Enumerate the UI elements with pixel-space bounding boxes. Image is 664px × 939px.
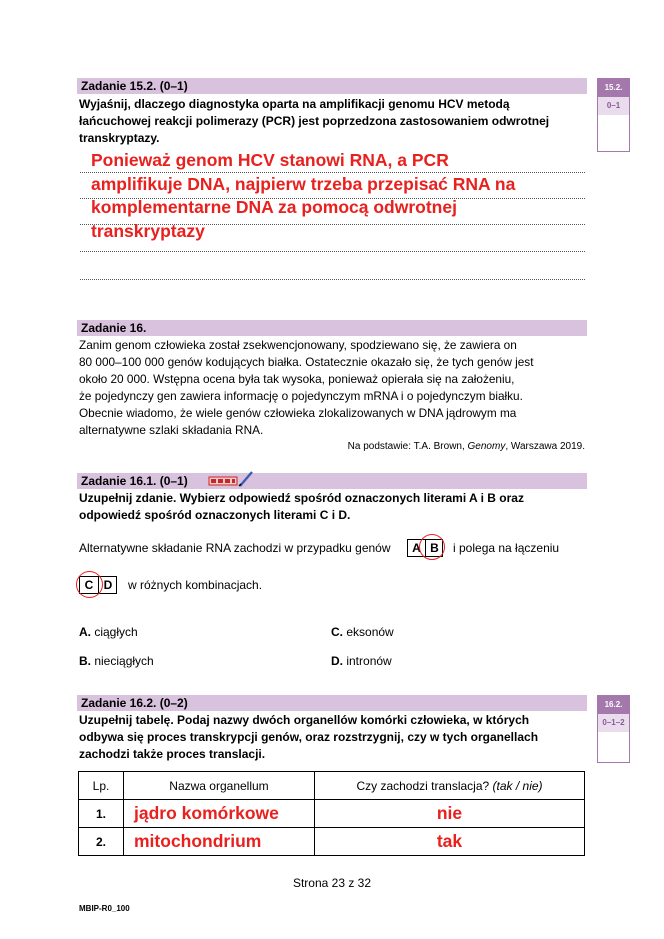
task-16-2-score-label: 16.2. [598, 696, 629, 714]
task-16-1-instruction [79, 490, 584, 524]
task-16-intro [79, 337, 584, 439]
option-letter: A. [79, 625, 91, 639]
intro-line: że pojedynczy gen zawiera informację o pojedynczym mRNA i o pojedynczym białku. [79, 389, 523, 403]
intro-line: 80 000–100 000 genów kodujących białka. Ostatecznie okazało się, że tych genów jest [79, 355, 534, 369]
answer-text-line: komplementarne DNA za pomocą odwrotnej [91, 197, 457, 217]
col-lp-header: Lp. [79, 772, 124, 800]
task-16-1-title: Zadanie 16.1. (0–1) [81, 474, 188, 488]
intro-line: alternatywne szlaki składania RNA. [79, 423, 264, 437]
option-text: intronów [346, 654, 392, 668]
answer-text-line: Ponieważ genom HCV stanowi RNA, a PCR [91, 150, 449, 170]
sentence-part-2: i polega na łączeniu [453, 541, 560, 555]
task-15-2-answer[interactable] [91, 149, 586, 243]
answer-text-line: amplifikuje DNA, najpierw trzeba przepisać RNA na [91, 173, 516, 194]
page-number: Strona 23 z 32 [292, 876, 372, 890]
option-text: nieciągłych [94, 654, 154, 668]
source-title: Genomy [467, 441, 506, 452]
pencil-icon [208, 471, 256, 487]
source-suffix: , Warszawa 2019. [505, 441, 585, 452]
instruction-line: odbywa się proces transkrypcji genów, oraz rozstrzygnij, czy w tych organellach [79, 730, 539, 744]
task-15-2-header: Zadanie 15.2. (0–1) [77, 78, 587, 94]
selection-circle [419, 534, 445, 560]
task-15-2-score-label: 15.2. [598, 79, 629, 97]
exam-code: MBIP-R0_100 [79, 904, 130, 913]
source-prefix: Na podstawie: T.A. Brown, [347, 441, 468, 452]
option-letter: B. [79, 654, 91, 668]
option-c [331, 625, 394, 639]
task-16-2-header: Zadanie 16.2. (0–2) [77, 695, 587, 711]
row-organelle-name[interactable]: jądro komórkowe [124, 800, 315, 828]
option-text: eksonów [346, 625, 394, 639]
intro-line: Zanim genom człowieka został zsekwencjonowany, spodziewano się, że zawiera on [79, 338, 517, 352]
option-letter: D. [331, 654, 343, 668]
option-letter: C. [331, 625, 343, 639]
option-a [79, 625, 138, 639]
col-translation-header [315, 772, 585, 800]
row-lp: 1. [79, 800, 124, 828]
task-16-2-instruction [79, 712, 584, 763]
choice-b[interactable]: B [430, 541, 439, 555]
row-translation-answer[interactable]: tak [315, 828, 585, 856]
task-16-2-score-box [597, 695, 630, 763]
intro-line: około 20 000. Wstępna ocena była tak wysoka, ponieważ opierała się na założeniu, [79, 372, 515, 386]
task-15-2-score-field[interactable] [598, 115, 629, 145]
instruction-line: zachodzi także proces translacji. [79, 747, 266, 761]
answer-line [80, 251, 585, 252]
table-row [79, 828, 585, 856]
option-text: ciągłych [94, 625, 138, 639]
task-16-2-score-range: 0–1–2 [598, 714, 629, 732]
task-15-2-score-box [597, 78, 630, 152]
sentence-part-1: Alternatywne składanie RNA zachodzi w przypadku genów [79, 541, 391, 555]
choice-c[interactable]: C [84, 578, 94, 592]
task-15-2-score-range: 0–1 [598, 97, 629, 115]
intro-line: Obecnie wiadomo, że wiele genów człowieka zlokalizowanych w DNA jądrowym ma [79, 406, 517, 420]
organelle-table [78, 771, 585, 856]
row-lp: 2. [79, 828, 124, 856]
choice-d[interactable]: D [103, 578, 113, 592]
table-header-row [79, 772, 585, 800]
task-15-2-question: Wyjaśnij, dlaczego diagnostyka oparta na amplifikacji genomu HCV metodą łańcuchowej reakcji polimerazy (PCR) jest poprzedzona zastosowaniem odwrotnej transkryptazy. [79, 97, 550, 145]
answer-text-line: transkryptazy [91, 220, 205, 241]
col-name-header: Nazwa organellum [124, 772, 315, 800]
table-row [79, 800, 585, 828]
task-16-2-score-field[interactable] [598, 732, 629, 762]
row-organelle-name[interactable]: mitochondrium [124, 828, 315, 856]
selection-circle [76, 571, 103, 598]
option-d [331, 654, 392, 668]
instruction-line: Uzupełnij tabelę. Podaj nazwy dwóch organellów komórki człowieka, w których [79, 713, 530, 727]
instruction-line: Uzupełnij zdanie. Wybierz odpowiedź spośród oznaczonych literami A i B oraz [79, 491, 524, 505]
task-16-header: Zadanie 16. [77, 320, 587, 336]
option-b [79, 654, 154, 668]
instruction-line: odpowiedź spośród oznaczonych literami C i D. [79, 508, 351, 522]
task-16-1-header [77, 473, 587, 489]
source-citation [348, 441, 585, 452]
sentence-part-3: w różnych kombinacjach. [128, 578, 263, 592]
col-translation-label: Czy zachodzi translacja? [356, 778, 490, 793]
row-translation-answer[interactable]: nie [315, 800, 585, 828]
col-translation-hint: (tak / nie) [492, 778, 543, 793]
answer-line [80, 279, 585, 280]
choice-a[interactable]: A [412, 541, 421, 555]
